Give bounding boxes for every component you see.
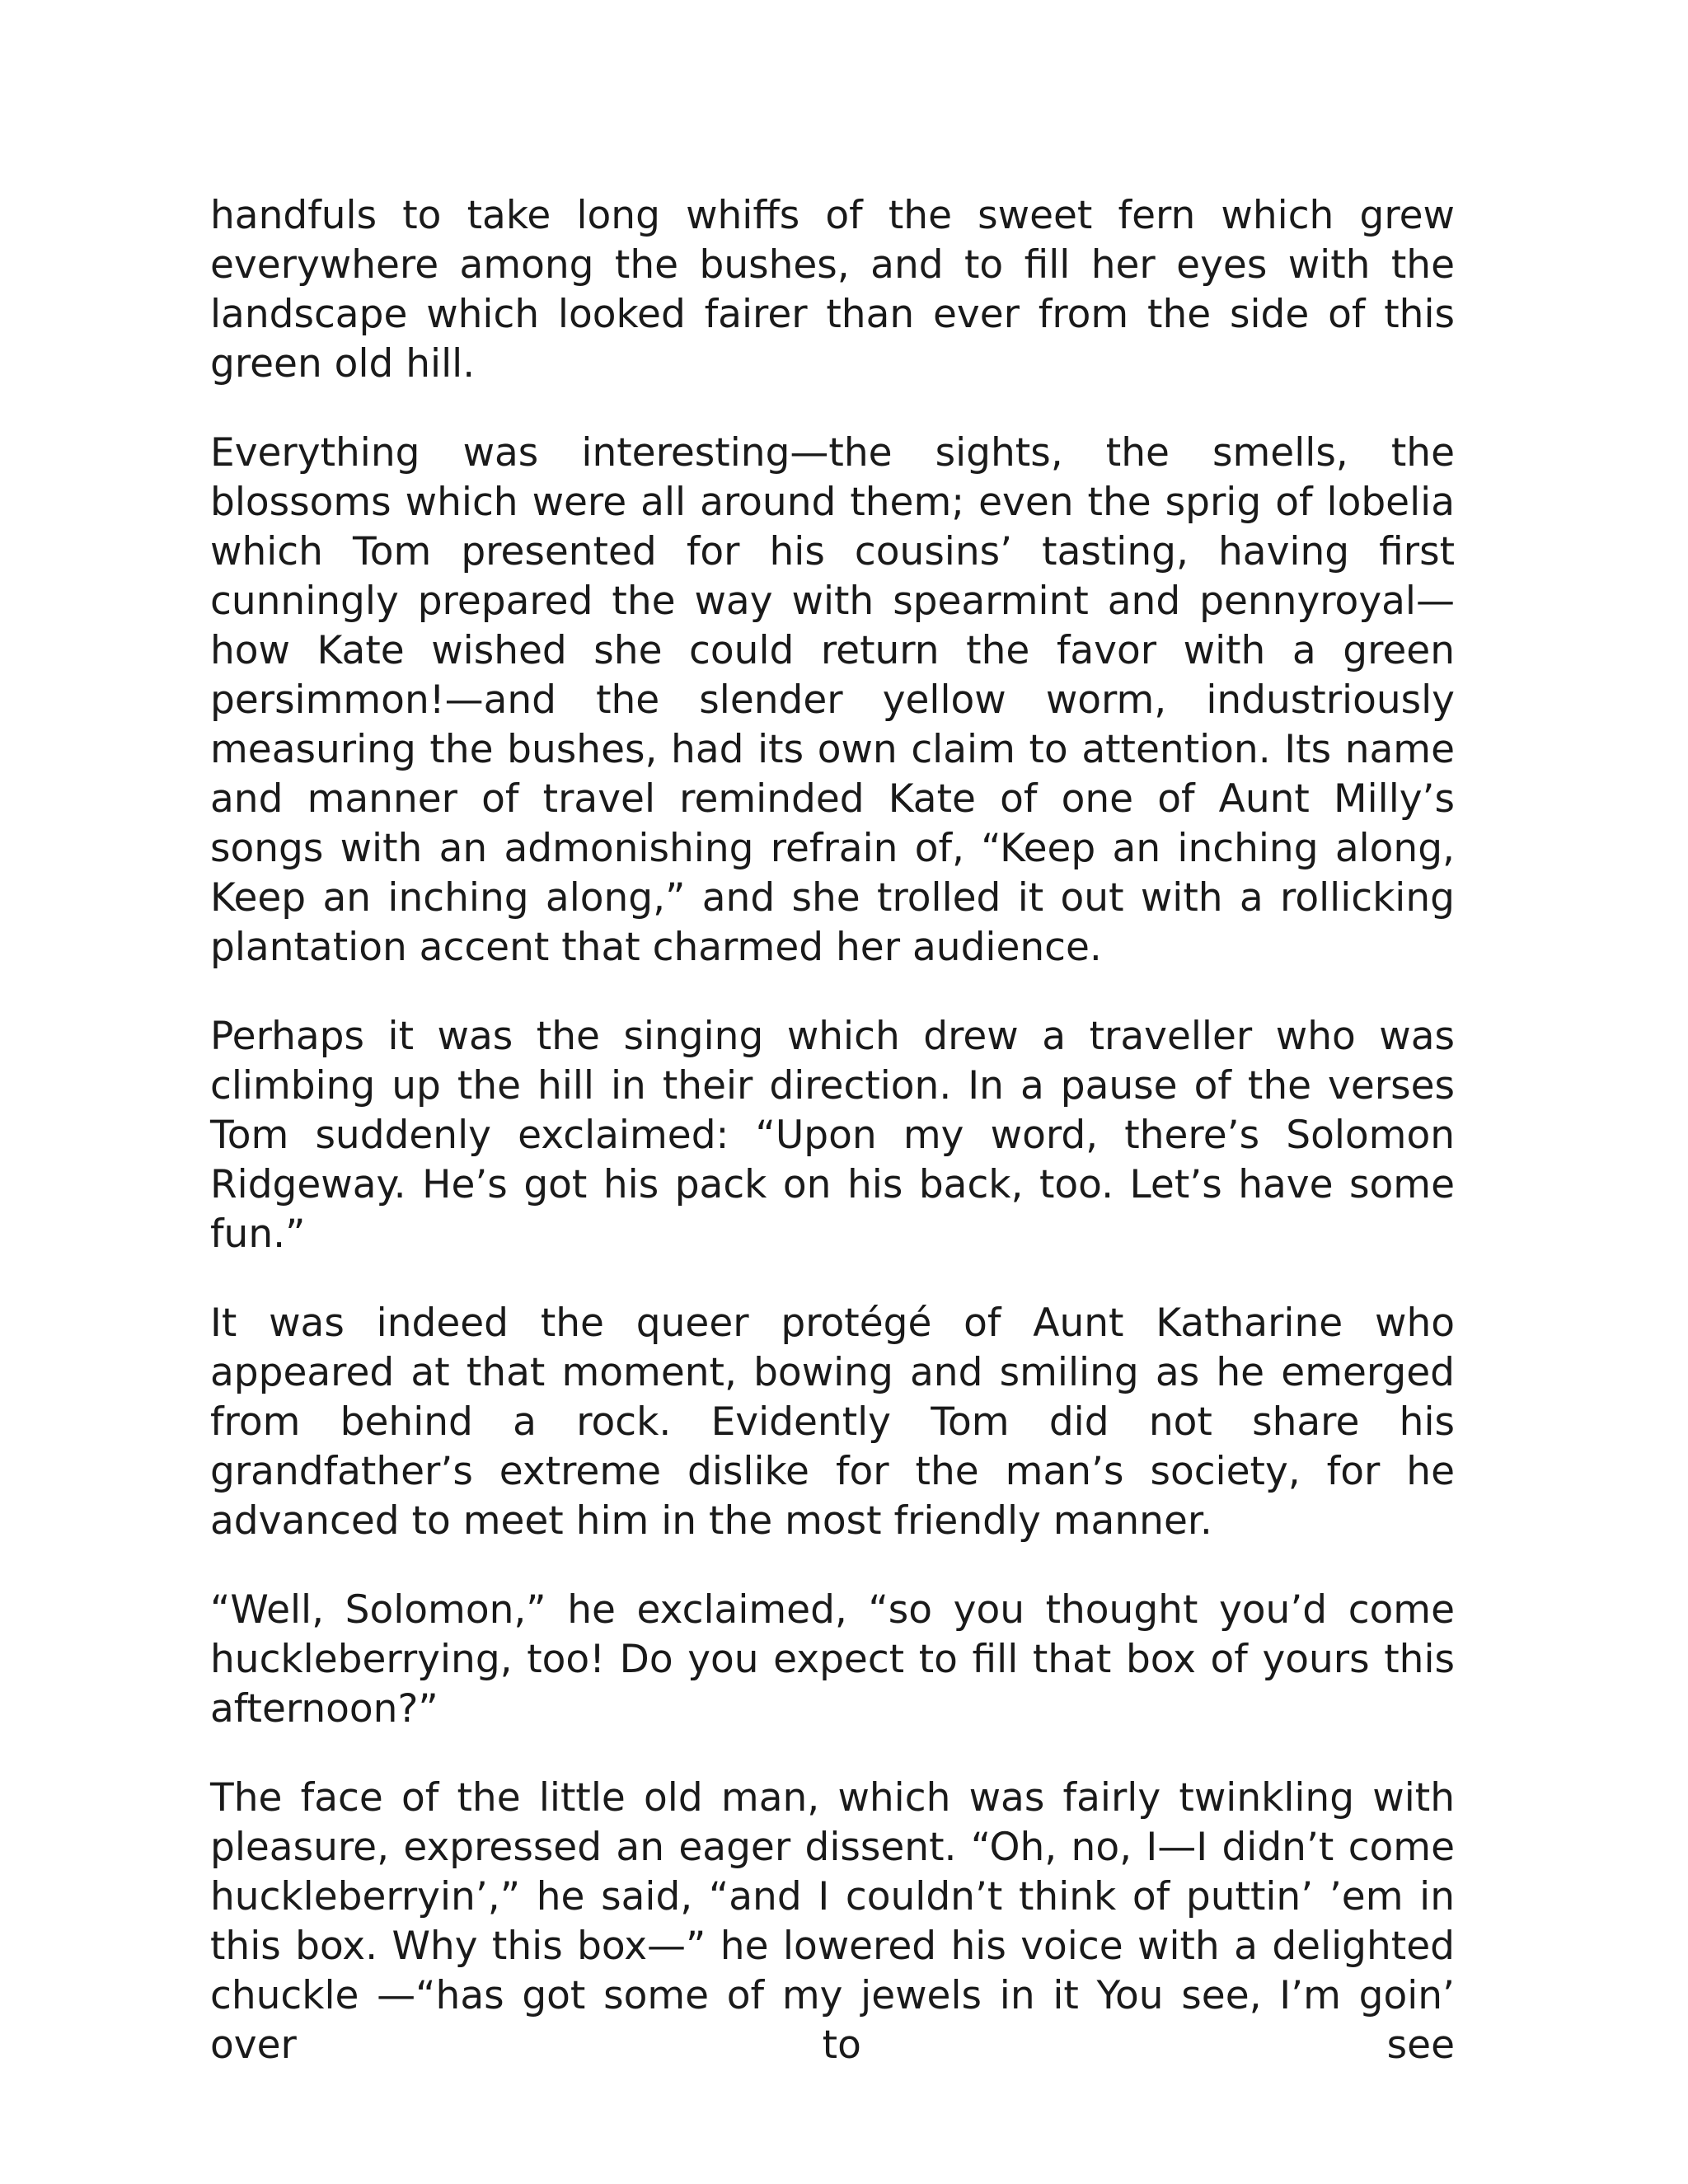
paragraph-2: Everything was interesting—the sights, the smells, the blossoms which were all around them; even the sprig of lobelia which Tom presented for his cousins’ tasting, having first cunningly prepared the way with spearmint and pennyroyal—how Kate wished she could return the favor with a green persimmon!—and the slender yellow worm, industriously measuring the bushes, had its own claim to attention. Its name and manner of travel reminded Kate of one of Aunt Milly’s songs with an admonishing refrain of, “Keep an inching along, Keep an inching along,” and she trolled it out with a rollicking plantation accent that charmed her audience. xyxy=(210,430,1455,970)
paragraph-1: handfuls to take long whiffs of the sweet fern which grew everywhere among the bushes, and to fill her eyes with the landscape which looked fairer than ever from the side of this green old hill. xyxy=(210,193,1455,387)
paragraph-5: “Well, Solomon,” he exclaimed, “so you thought you’d come huckleberrying, too! Do you expect to fill that box of yours this afternoon?” xyxy=(210,1587,1455,1732)
page-body xyxy=(210,191,1455,2110)
paragraph-6: The face of the little old man, which was fairly twinkling with pleasure, expressed an eager dissent. “Oh, no, I—I didn’t come huckleberryin’,” he said, “and I couldn’t think of puttin’ ’em in this box. Why this box—” he lowered his voice with a delighted chuckle —“has got some of my jewels in it You see, I’m goin’ over to see xyxy=(210,1775,1455,2068)
paragraph-3: Perhaps it was the singing which drew a traveller who was climbing up the hill in their direction. In a pause of the verses Tom suddenly exclaimed: “Upon my word, there’s Solomon Ridgeway. He’s got his pack on his back, too. Let’s have some fun.” xyxy=(210,1014,1455,1257)
paragraph-4: It was indeed the queer protégé of Aunt Katharine who appeared at that moment, bowing and smiling as he emerged from behind a rock. Evidently Tom did not share his grandfather’s extreme dislike for the man’s society, for he advanced to meet him in the most friendly manner. xyxy=(210,1301,1455,1544)
